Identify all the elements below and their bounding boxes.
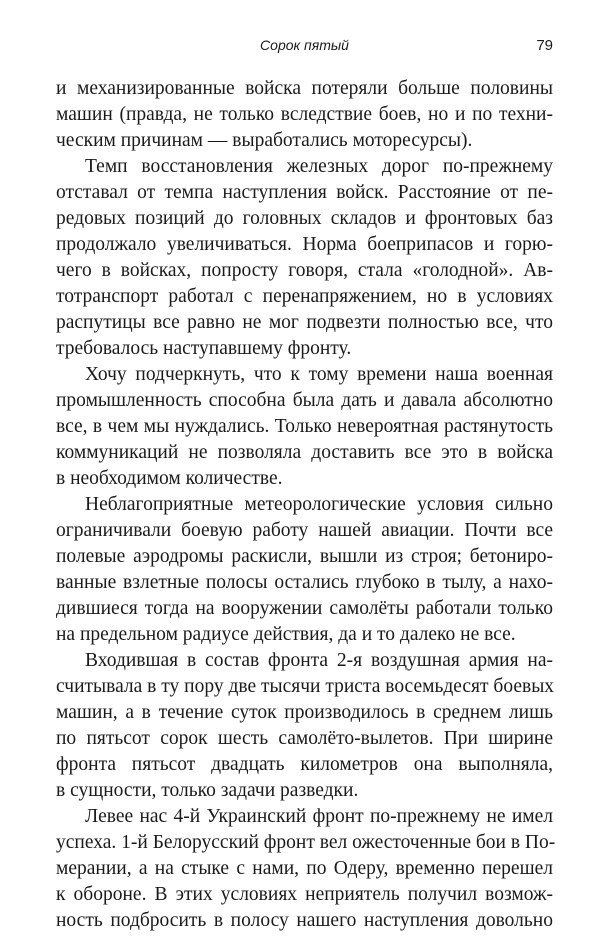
paragraph [56, 362, 553, 492]
text-line: успеха. 1-й Белорусский фронт вел ожесточенные бои в По- [56, 832, 556, 853]
text-line: чего в войсках, попросту говоря, стала «голодной». Ав- [56, 260, 553, 281]
text-line: машин, а в течение суток производилось в среднем лишь [56, 702, 553, 723]
text-line: по пятьсот сорок шесть самолёто-вылетов. При ширине [56, 728, 553, 749]
page-number: 79 [536, 37, 553, 54]
text-line: Левее нас 4-й Украинский фронт по-прежнему не имел [85, 806, 553, 827]
text-line: отставал от темпа наступления войск. Расстояние от пе- [56, 182, 553, 203]
running-title: Сорок пятый [260, 37, 349, 53]
text-line: фронта пятьсот двадцать километров она выполняла, [56, 754, 553, 775]
text-line: мерании, а на стыке с нами, по Одеру, временно перешел [56, 858, 553, 879]
text-line: коммуникаций не позволяла доставить все это в войска [56, 442, 553, 463]
text-line: Входившая в состав фронта 2-я воздушная армия на- [85, 650, 553, 671]
paragraph [56, 804, 556, 934]
page-header [56, 37, 553, 57]
text-line: ограничивали боевую работу нашей авиации. Почти все [56, 520, 553, 541]
text-line: Неблагоприятные метеорологические условия сильно [85, 494, 553, 515]
text-line: распутицы все равно не мог подвезти полностью все, что [56, 312, 553, 333]
text-line: дившиеся тогда на вооружении самолёты работали только [56, 598, 553, 619]
text-line: в сущности, только задачи разведки. [56, 780, 359, 801]
text-line: Темп восстановления железных дорог по-прежнему [85, 156, 553, 177]
text-line: требовалось наступавшему фронту. [56, 338, 352, 359]
text-line: Хочу подчеркнуть, что к тому времени наша военная [85, 364, 553, 385]
text-line: в необходимом количестве. [56, 468, 283, 489]
text-line: ность подбросить в полосу нашего наступления довольно [56, 910, 553, 931]
text-line: машин (правда, не только вследствие боев, но и по техни- [56, 104, 553, 125]
text-line: и механизированные войска потеряли больше половины [56, 78, 553, 99]
text-line: считывала в ту пору две тысячи триста восемьдесят боевых [56, 676, 555, 697]
text-line: тотранспорт работал с перенапряжением, но в условиях [56, 286, 553, 307]
paragraph [56, 492, 553, 648]
page-body-text [56, 76, 556, 934]
text-line: продолжало увеличиваться. Норма боеприпасов и горю- [56, 234, 553, 255]
text-line: полевые аэродромы раскисли, вышли из строя; бетониро- [56, 546, 553, 567]
text-line: к обороне. В этих условиях неприятель получил возмож- [56, 884, 553, 905]
text-line: ческим причинам — выработались моторесурсы). [56, 130, 473, 151]
text-line: ванные взлетные полосы остались глубоко в тылу, а нахо- [56, 572, 553, 593]
paragraph [56, 154, 553, 362]
text-line: промышленность способна была дать и давала абсолютно [56, 390, 553, 411]
text-line: редовых позиций до головных складов и фронтовых баз [56, 208, 553, 229]
text-line: на предельном радиусе действия, да и то далеко не все. [56, 624, 516, 645]
paragraph [56, 76, 553, 154]
paragraph [56, 648, 553, 804]
text-line: все, в чем мы нуждались. Только невероятная растянутость [56, 416, 553, 437]
